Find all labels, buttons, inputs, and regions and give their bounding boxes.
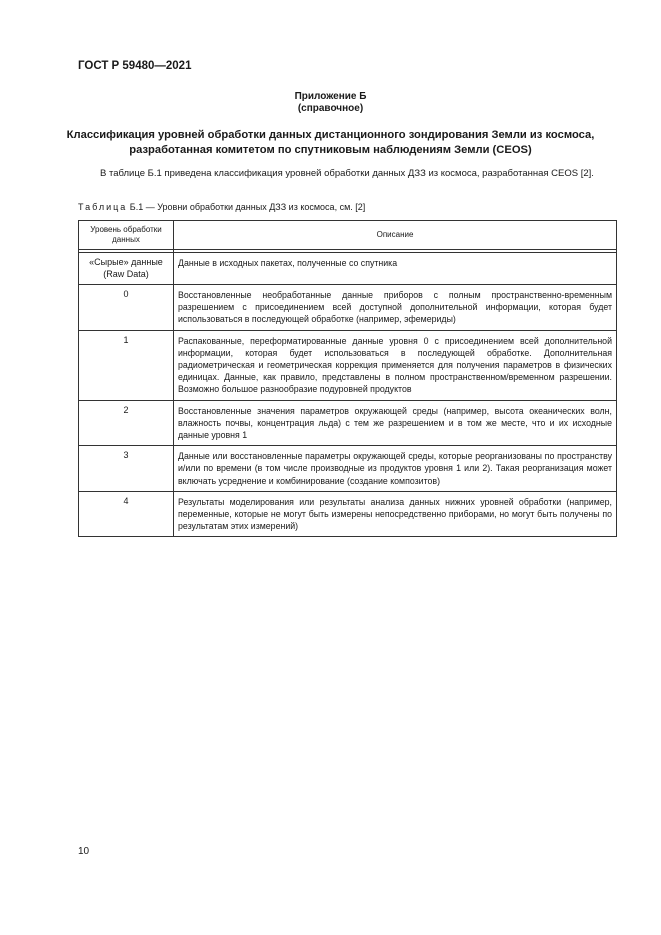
row-level: «Сырые» данные (Raw Data) bbox=[79, 253, 174, 285]
annex-title: Приложение Б bbox=[294, 91, 367, 102]
row-description: Результаты моделирования или результаты анализа данных нижних уровней обработки (например, переменные, которые не могут быть измерены непосредственно приборами, но могут быть получены по результатам этих измерений) bbox=[174, 491, 617, 537]
document-code: ГОСТ Р 59480—2021 bbox=[78, 60, 192, 72]
table-caption-label: Таблица bbox=[78, 202, 128, 212]
table-row bbox=[79, 285, 617, 331]
table-row bbox=[79, 330, 617, 400]
table-row bbox=[79, 491, 617, 537]
annex-heading-line-2: разработанная комитетом по спутниковым наблюдениям Земли (CEOS) bbox=[129, 144, 532, 156]
row-description: Распакованные, переформатированные данные уровня 0 с присоединением всей дополнительной информации, которая будет использоваться в последующей обработке. Дополнительная радиометрическая и геометрическая коррекция применяется для получения параметров в физических единицах. Данные, как правило, представлены в полном пространственном/временном разрешении. Возможно большое разнообразие подуровней продуктов bbox=[174, 330, 617, 400]
row-level: 0 bbox=[79, 285, 174, 331]
processing-levels-table bbox=[78, 220, 617, 537]
row-level: 1 bbox=[79, 330, 174, 400]
annex-heading-line-1: Классификация уровней обработки данных дистанционного зондирования Земли из космоса, bbox=[66, 129, 595, 141]
row-level: 4 bbox=[79, 491, 174, 537]
table-caption bbox=[78, 202, 365, 212]
annex-subtitle: (справочное) bbox=[297, 103, 364, 114]
row-description: Восстановленные значения параметров окружающей среды (например, высота океанических волн, влажность почвы, концентрация льда) с тем же разрешением и в том же месте, что и их исходные данные уровня 1 bbox=[174, 400, 617, 446]
row-description: Данные в исходных пакетах, полученные со спутника bbox=[174, 253, 617, 285]
row-level: 3 bbox=[79, 446, 174, 492]
header-description: Описание bbox=[174, 221, 617, 250]
header-level: Уровень обработки данных bbox=[79, 221, 174, 250]
annex-heading bbox=[60, 128, 601, 158]
table-header-row bbox=[79, 221, 617, 250]
intro-paragraph: В таблице Б.1 приведена классификация уровней обработки данных ДЗЗ из космоса, разработанная CEOS [2]. bbox=[100, 168, 594, 179]
table-row bbox=[79, 253, 617, 285]
table-caption-text: Б.1 — Уровни обработки данных ДЗЗ из космоса, см. [2] bbox=[127, 202, 366, 212]
table-row bbox=[79, 446, 617, 492]
row-description: Данные или восстановленные параметры окружающей среды, которые реорганизованы по пространству и/или по времени (в том числе производные из продуктов уровня 1 или 2). Такая реорганизация может включать усреднение и комбинирование (создание композитов) bbox=[174, 446, 617, 492]
page-number: 10 bbox=[78, 846, 90, 857]
table-row bbox=[79, 400, 617, 446]
row-level: 2 bbox=[79, 400, 174, 446]
row-description: Восстановленные необработанные данные приборов с полным пространственно-временным разрешением с присоединением всей доступной дополнительной информации, которая будет использоваться в последующей обработке (например, эфемериды) bbox=[174, 285, 617, 331]
